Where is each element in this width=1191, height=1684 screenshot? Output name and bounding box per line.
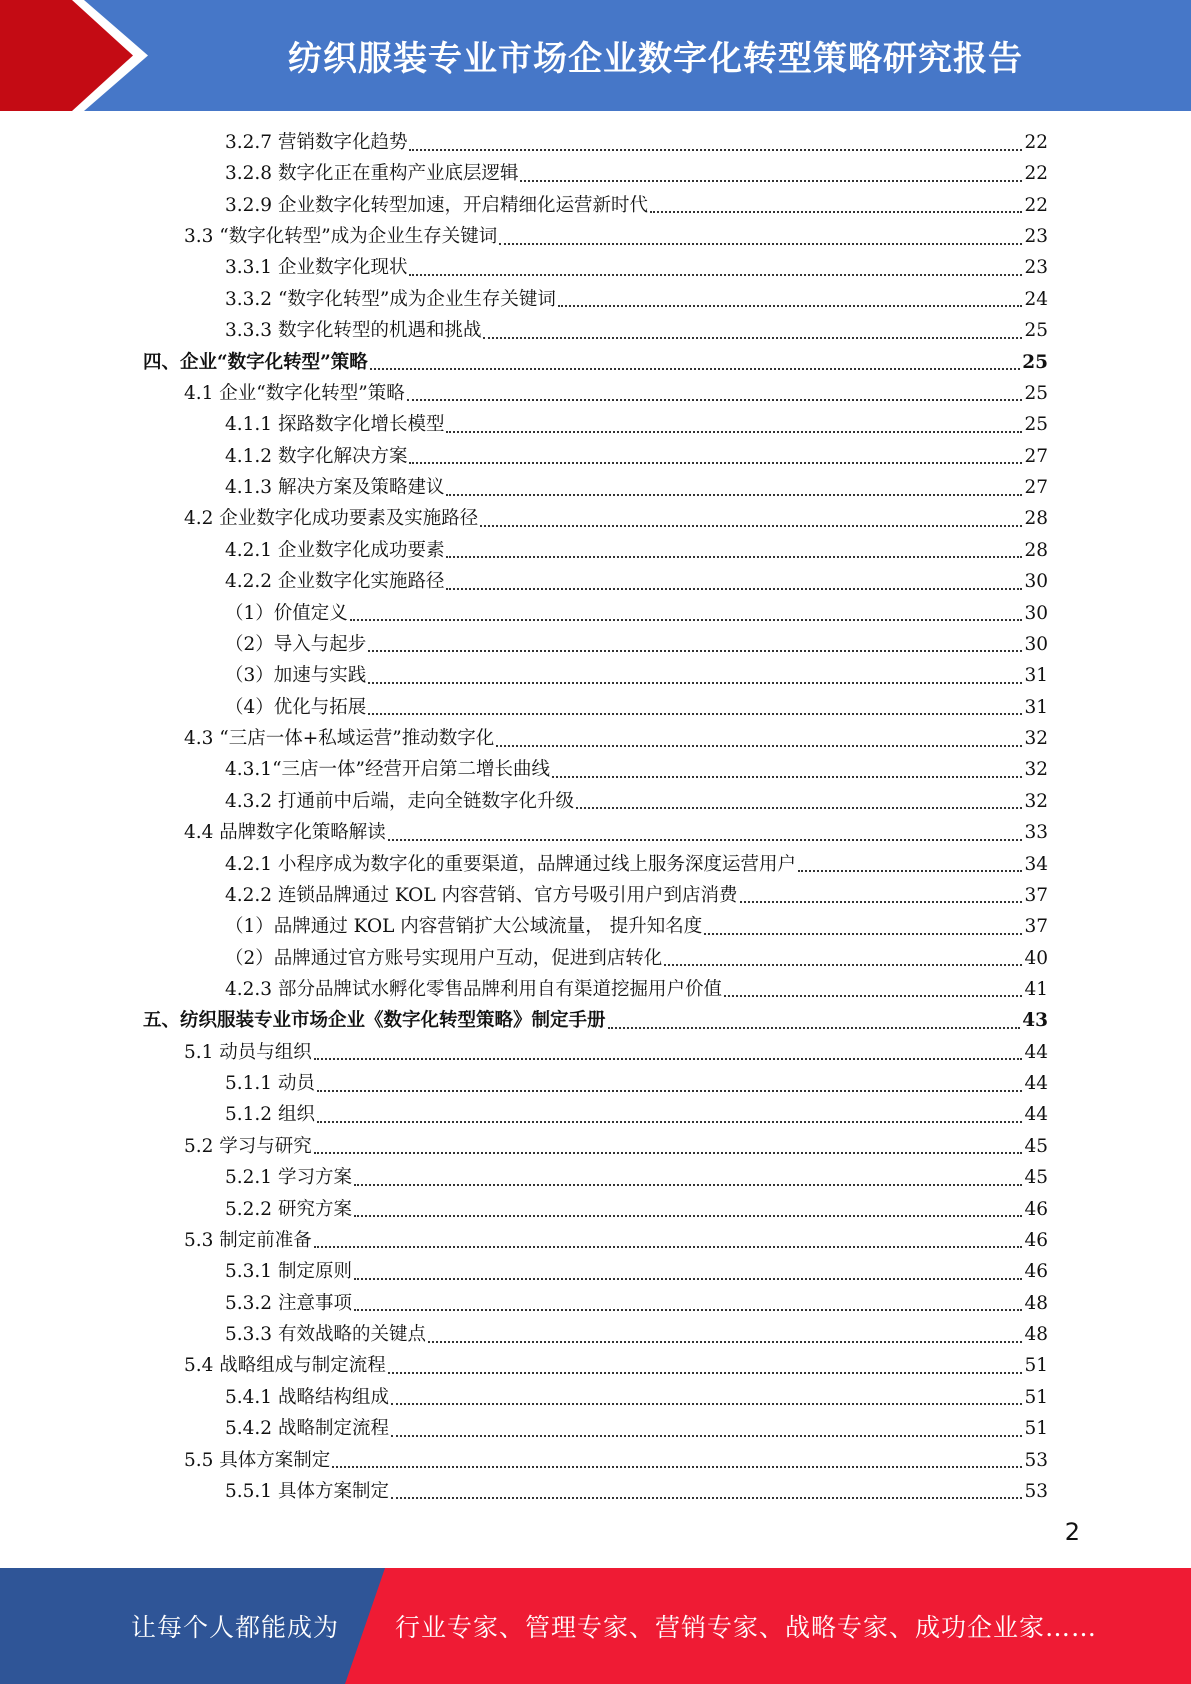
toc-entry-label: 4.1.1 探路数字化增长模型 bbox=[225, 414, 445, 436]
toc-entry-page: 27 bbox=[1024, 477, 1048, 499]
toc-entry[interactable] bbox=[184, 1037, 1048, 1068]
toc-leader-dots bbox=[558, 305, 1023, 307]
toc-entry-page: 40 bbox=[1024, 947, 1048, 969]
toc-entry[interactable] bbox=[184, 1131, 1048, 1162]
toc-entry-label: 五、纺织服装专业市场企业《数字化转型策略》制定手册 bbox=[143, 1010, 606, 1032]
toc-leader-dots bbox=[354, 1215, 1023, 1217]
toc-leader-dots bbox=[496, 745, 1022, 747]
toc-entry[interactable] bbox=[225, 1194, 1048, 1225]
toc-entry-label: 5.5.1 具体方案制定 bbox=[225, 1480, 389, 1502]
toc-entry-page: 32 bbox=[1024, 759, 1048, 781]
toc-entry-page: 53 bbox=[1024, 1480, 1048, 1502]
toc-entry[interactable] bbox=[225, 911, 1048, 942]
toc-entry-label: 5.3.3 有效战略的关键点 bbox=[225, 1324, 426, 1346]
toc-leader-dots bbox=[314, 1152, 1023, 1154]
toc-entry[interactable] bbox=[225, 1068, 1048, 1099]
toc-entry-page: 34 bbox=[1024, 853, 1048, 875]
toc-entry[interactable] bbox=[184, 817, 1048, 848]
toc-entry-label: 5.4.1 战略结构组成 bbox=[225, 1386, 389, 1408]
toc-entry[interactable] bbox=[225, 1256, 1048, 1287]
toc-entry-page: 45 bbox=[1024, 1135, 1048, 1157]
toc-leader-dots bbox=[388, 1372, 1023, 1374]
toc-entry-page: 46 bbox=[1024, 1229, 1048, 1251]
toc-entry-label: 3.3.3 数字化转型的机遇和挑战 bbox=[225, 320, 482, 342]
report-title: 纺织服装专业市场企业数字化转型策略研究报告 bbox=[288, 39, 1023, 79]
toc-entry-label: 4.2.2 企业数字化实施路径 bbox=[225, 571, 445, 593]
toc-entry-page: 23 bbox=[1024, 257, 1048, 279]
toc-entry[interactable] bbox=[225, 284, 1048, 315]
toc-entry[interactable] bbox=[225, 315, 1048, 346]
toc-entry[interactable] bbox=[225, 1288, 1048, 1319]
toc-leader-dots bbox=[740, 901, 1023, 903]
toc-entry-label: 5.3 制定前准备 bbox=[184, 1229, 312, 1251]
toc-entry[interactable] bbox=[184, 1225, 1048, 1256]
toc-entry-page: 51 bbox=[1024, 1355, 1048, 1377]
toc-entry-page: 25 bbox=[1024, 320, 1048, 342]
page-footer bbox=[0, 1568, 1191, 1684]
toc-entry-label: （2）导入与起步 bbox=[225, 633, 367, 655]
toc-entry[interactable] bbox=[225, 1382, 1048, 1413]
toc-leader-dots bbox=[446, 588, 1022, 590]
toc-entry-label: 5.3.2 注意事项 bbox=[225, 1292, 352, 1314]
toc-entry-label: 4.4 品牌数字化策略解读 bbox=[184, 822, 386, 844]
toc-leader-dots bbox=[576, 807, 1022, 809]
toc-entry[interactable] bbox=[184, 503, 1048, 534]
toc-entry-label: 4.2.1 企业数字化成功要素 bbox=[225, 539, 445, 561]
toc-leader-dots bbox=[446, 556, 1022, 558]
toc-entry[interactable] bbox=[225, 409, 1048, 440]
toc-entry[interactable] bbox=[225, 566, 1048, 597]
toc-entry-label: 4.3 “三店一体+私域运营”推动数字化 bbox=[184, 728, 495, 750]
toc-leader-dots bbox=[650, 211, 1022, 213]
toc-leader-dots bbox=[664, 964, 1022, 966]
toc-entry[interactable] bbox=[225, 629, 1048, 660]
toc-leader-dots bbox=[332, 1466, 1022, 1468]
toc-entry-page: 51 bbox=[1024, 1386, 1048, 1408]
toc-entry-label: （2）品牌通过官方账号实现用户互动，促进到店转化 bbox=[225, 947, 663, 969]
toc-leader-dots bbox=[409, 462, 1022, 464]
toc-entry-page: 44 bbox=[1024, 1073, 1048, 1095]
toc-entry-label: 3.3 “数字化转型”成为企业生存关键词 bbox=[184, 226, 498, 248]
toc-entry-page: 22 bbox=[1024, 163, 1048, 185]
toc-entry-label: 3.2.8 数字化正在重构产业底层逻辑 bbox=[225, 163, 519, 185]
toc-entry-page: 25 bbox=[1022, 351, 1048, 373]
toc-entry-label: （3）加速与实践 bbox=[225, 665, 367, 687]
toc-leader-dots bbox=[350, 619, 1023, 621]
page-number: 2 bbox=[1064, 1518, 1080, 1546]
toc-entry-page: 30 bbox=[1024, 633, 1048, 655]
toc-entry-page: 22 bbox=[1024, 132, 1048, 153]
toc-entry-label: 4.2.2 连锁品牌通过 KOL 内容营销、官方号吸引用户到店消费 bbox=[225, 884, 738, 906]
toc-entry-page: 48 bbox=[1024, 1324, 1048, 1346]
toc-entry-page: 28 bbox=[1024, 508, 1048, 530]
toc-entry-label: 4.3.2 打通前中后端，走向全链数字化升级 bbox=[225, 790, 574, 812]
toc-leader-dots bbox=[446, 494, 1022, 496]
toc-entry[interactable] bbox=[225, 472, 1048, 503]
toc-entry[interactable] bbox=[225, 127, 1048, 158]
toc-leader-dots bbox=[391, 1403, 1022, 1405]
toc-leader-dots bbox=[354, 1309, 1023, 1311]
toc-entry-label: 5.3.1 制定原则 bbox=[225, 1261, 352, 1283]
toc-entry-label: 4.1 企业“数字化转型”策略 bbox=[184, 382, 405, 404]
toc-entry[interactable] bbox=[225, 252, 1048, 283]
toc-entry[interactable] bbox=[225, 974, 1048, 1005]
footer-slogan-right: 行业专家、管理专家、营销专家、战略专家、成功企业家…… bbox=[395, 1613, 1098, 1642]
toc-entry[interactable] bbox=[225, 754, 1048, 785]
toc-entry-page: 22 bbox=[1024, 194, 1048, 216]
toc-entry-page: 30 bbox=[1024, 602, 1048, 624]
toc-entry-label: （4）优化与拓展 bbox=[225, 696, 367, 718]
toc-leader-dots bbox=[391, 1497, 1022, 1499]
toc-entry-label: 四、企业“数字化转型”策略 bbox=[143, 351, 368, 373]
toc-entry[interactable] bbox=[225, 1162, 1048, 1193]
toc-entry-label: 5.2.1 学习方案 bbox=[225, 1167, 352, 1189]
toc-leader-dots bbox=[391, 1435, 1022, 1437]
toc-entry-page: 37 bbox=[1024, 884, 1048, 906]
toc-entry-label: 4.2 企业数字化成功要素及实施路径 bbox=[184, 508, 479, 530]
toc-entry-page: 53 bbox=[1024, 1449, 1048, 1471]
toc-leader-dots bbox=[354, 1184, 1023, 1186]
toc-leader-dots bbox=[798, 870, 1022, 872]
toc-entry[interactable] bbox=[225, 158, 1048, 189]
toc-entry-label: 4.3.1“三店一体”经营开启第二增长曲线 bbox=[225, 759, 550, 781]
toc-entry-page: 33 bbox=[1024, 822, 1048, 844]
toc-entry[interactable] bbox=[225, 535, 1048, 566]
toc-entry-label: 5.2 学习与研究 bbox=[184, 1135, 312, 1157]
toc-leader-dots bbox=[552, 776, 1022, 778]
toc-entry-page: 41 bbox=[1024, 978, 1048, 1000]
toc-leader-dots bbox=[446, 431, 1022, 433]
toc-leader-dots bbox=[407, 399, 1023, 401]
toc-leader-dots bbox=[409, 149, 1022, 151]
toc-leader-dots bbox=[409, 274, 1022, 276]
toc-entry-page: 45 bbox=[1024, 1167, 1048, 1189]
toc-entry-page: 27 bbox=[1024, 445, 1048, 467]
page-header bbox=[0, 0, 1191, 111]
toc-leader-dots bbox=[724, 995, 1022, 997]
toc-entry[interactable] bbox=[225, 598, 1048, 629]
toc-entry[interactable] bbox=[225, 660, 1048, 691]
toc-entry-label: 5.4 战略组成与制定流程 bbox=[184, 1355, 386, 1377]
toc-leader-dots bbox=[388, 839, 1023, 841]
toc-leader-dots bbox=[499, 243, 1022, 245]
toc-entry-page: 32 bbox=[1024, 728, 1048, 750]
toc-leader-dots bbox=[480, 525, 1022, 527]
toc-entry[interactable] bbox=[225, 692, 1048, 723]
toc-entry-label: 4.1.3 解决方案及策略建议 bbox=[225, 477, 445, 499]
toc-entry[interactable] bbox=[143, 347, 1048, 378]
toc-entry-label: （1）价值定义 bbox=[225, 602, 348, 624]
toc-entry[interactable] bbox=[225, 1319, 1048, 1350]
toc-entry-page: 37 bbox=[1024, 916, 1048, 938]
toc-entry-page: 28 bbox=[1024, 539, 1048, 561]
toc-entry-page: 46 bbox=[1024, 1198, 1048, 1220]
toc-entry-page: 51 bbox=[1024, 1418, 1048, 1440]
toc-leader-dots bbox=[317, 1121, 1023, 1123]
toc-entry-label: 3.3.2 “数字化转型”成为企业生存关键词 bbox=[225, 288, 556, 310]
toc-entry[interactable] bbox=[225, 190, 1048, 221]
toc-entry-page: 25 bbox=[1024, 414, 1048, 436]
toc-entry-label: 3.2.7 营销数字化趋势 bbox=[225, 132, 408, 153]
toc-entry[interactable] bbox=[184, 221, 1048, 252]
toc-entry-label: 4.1.2 数字化解决方案 bbox=[225, 445, 408, 467]
toc-entry-label: 3.3.1 企业数字化现状 bbox=[225, 257, 408, 279]
toc-leader-dots bbox=[368, 682, 1022, 684]
toc-leader-dots bbox=[704, 933, 1022, 935]
toc-entry-page: 32 bbox=[1024, 790, 1048, 812]
toc-entry[interactable] bbox=[225, 1413, 1048, 1444]
toc-leader-dots bbox=[368, 650, 1022, 652]
toc-entry[interactable] bbox=[184, 1445, 1048, 1476]
toc-leader-dots bbox=[428, 1341, 1022, 1343]
toc-leader-dots bbox=[608, 1027, 1021, 1029]
toc-entry-label: 5.1 动员与组织 bbox=[184, 1041, 312, 1063]
toc-entry[interactable] bbox=[225, 1476, 1048, 1507]
toc-leader-dots bbox=[354, 1278, 1023, 1280]
toc-entry[interactable] bbox=[184, 378, 1048, 409]
toc-entry-page: 43 bbox=[1022, 1010, 1048, 1032]
toc-entry-page: 31 bbox=[1024, 696, 1048, 718]
toc-entry-label: 5.4.2 战略制定流程 bbox=[225, 1418, 389, 1440]
toc-entry-label: 5.1.2 组织 bbox=[225, 1104, 315, 1126]
toc-entry[interactable] bbox=[225, 441, 1048, 472]
toc-entry[interactable] bbox=[184, 1350, 1048, 1381]
toc-leader-dots bbox=[520, 180, 1022, 182]
toc-leader-dots bbox=[314, 1246, 1023, 1248]
toc-entry-page: 44 bbox=[1024, 1041, 1048, 1063]
toc-entry[interactable] bbox=[225, 943, 1048, 974]
toc-entry-page: 30 bbox=[1024, 571, 1048, 593]
toc-entry-label: 5.2.2 研究方案 bbox=[225, 1198, 352, 1220]
toc-entry-label: 4.2.3 部分品牌试水孵化零售品牌利用自有渠道挖掘用户价值 bbox=[225, 978, 722, 1000]
toc-leader-dots bbox=[483, 337, 1022, 339]
toc-entry-label: 5.1.1 动员 bbox=[225, 1073, 315, 1095]
toc-entry-page: 44 bbox=[1024, 1104, 1048, 1126]
toc-entry-page: 25 bbox=[1024, 382, 1048, 404]
toc-entry-page: 31 bbox=[1024, 665, 1048, 687]
toc-entry[interactable] bbox=[184, 723, 1048, 754]
toc-entry[interactable] bbox=[225, 786, 1048, 817]
toc-entry-page: 48 bbox=[1024, 1292, 1048, 1314]
toc-entry-label: 4.2.1 小程序成为数字化的重要渠道，品牌通过线上服务深度运营用户 bbox=[225, 853, 796, 875]
toc-entry[interactable] bbox=[225, 1099, 1048, 1130]
toc-leader-dots bbox=[370, 368, 1020, 370]
toc-entry[interactable] bbox=[225, 849, 1048, 880]
toc-leader-dots bbox=[368, 713, 1022, 715]
toc-entry-page: 46 bbox=[1024, 1261, 1048, 1283]
toc-leader-dots bbox=[314, 1058, 1023, 1060]
toc-entry-page: 23 bbox=[1024, 226, 1048, 248]
toc-entry-label: （1）品牌通过 KOL 内容营销扩大公域流量， 提升知名度 bbox=[225, 916, 703, 938]
toc-entry[interactable] bbox=[143, 1005, 1048, 1036]
toc-entry-label: 3.2.9 企业数字化转型加速，开启精细化运营新时代 bbox=[225, 194, 648, 216]
toc-entry[interactable] bbox=[225, 880, 1048, 911]
toc-leader-dots bbox=[317, 1090, 1023, 1092]
toc-entry-label: 5.5 具体方案制定 bbox=[184, 1449, 331, 1471]
footer-slogan-left: 让每个人都能成为 bbox=[130, 1613, 339, 1642]
toc-entry-page: 24 bbox=[1024, 288, 1048, 310]
